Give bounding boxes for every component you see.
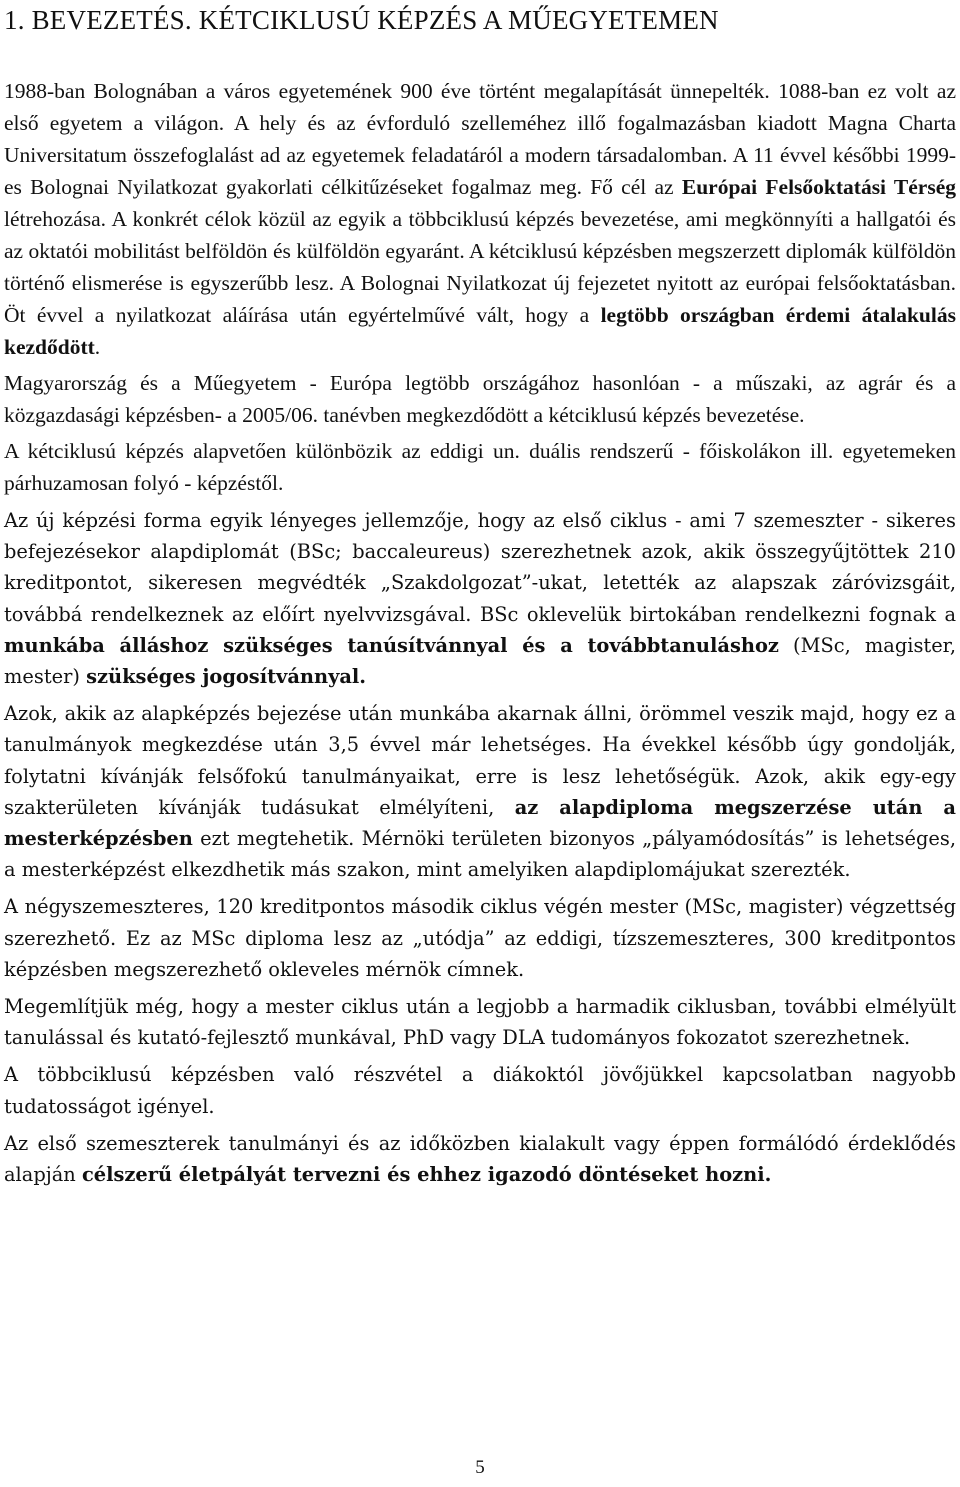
emphasis-text: célszerű életpályát tervezni és ehhez igazodó döntéseket hozni. <box>81 1163 772 1187</box>
section-heading: 1. BEVEZETÉS. KÉTCIKLUSÚ KÉPZÉS A MŰEGYETEMEN <box>4 5 719 35</box>
paragraph-text: 1988-ban Bolognában a város egyetemének 900 éve történt megalapítását ünnepelték. 1088-ban ez volt az első egyetem a világon. A hely és az évforduló szelleméhez illő fogalmazásban kiadott Magna Charta Universitatum összefoglalást ad az egyetemek feladatáról a modern társadalomban. <box>4 79 956 167</box>
emphasis-text: legtöbb országban érdemi átalakulás kezdődött <box>4 303 956 359</box>
document-page <box>4 0 956 1190</box>
paragraph-hungary: Magyarország és a Műegyetem - Európa legtöbb országához hasonlóan - a műszaki, az agrár és a közgazdasági képzésben- a 2005/06. tanévben megkezdődött a kétciklusú képzés bevezetése. <box>4 371 956 427</box>
emphasis-text: Európai Felsőoktatási Térség <box>681 175 956 199</box>
paragraph-master-cycle: A négyszemeszteres, 120 kreditpontos második ciklus végén mester (MSc, magister) végzettség szerezhető. Ez az MSc diploma lesz az „utódja” az eddigi, tízszemeszteres, 300 kreditpontos képzésben megszerezhető okleveles mérnök címnek. <box>4 895 956 981</box>
paragraph-difference: A kétciklusú képzés alapvetően különbözik az eddigi un. duális rendszerű - főiskolákon ill. egyetemeken párhuzamosan folyó - képzéstől. <box>4 439 956 495</box>
paragraph-text: Azok, akik az alapképzés bejezése után munkába akarnak állni, örömmel veszik majd, hogy ez a tanulmányok megkezdése után 3,5 évvel már lehetséges. Ha évekkel később úgy gondolják, folytatni kívánják felsőfokú tanulmányaikat, erre is lesz lehetőségük. Azok, akik egy-egy szakterületen kívánják tudásukat elmélyíteni, <box>4 702 956 819</box>
paragraph-third-cycle: Megemlítjük még, hogy a mester ciklus után a legjobb a harmadik ciklusban, további elmélyült tanulással és kutató-fejlesztő munkával, PhD vagy DLA tudományos fokozatot szerezhetnek. <box>4 995 956 1050</box>
emphasis-text: az alapdiploma megszerzése után a mesterképzésben <box>4 795 956 851</box>
paragraph-text: ezt megtehetik. Mérnöki területen bizonyos „pályamódosítás” is lehetséges, a mesterképzést elkezdhetik más szakon, mint amelyiken alapdiplomájukat szerezték. <box>4 827 956 882</box>
paragraph-career-planning <box>4 1128 956 1190</box>
paragraph-text: Az új képzési forma egyik lényeges jellemzője, hogy az első ciklus - ami 7 szemeszter - sikeres befejezésekor alapdiplomát (BSc; baccaleureus) szerezhetnek azok, akik összegyűjtöttek 210 kreditpontot, sikeresen megvédték „Szakdolgozat”-ukat, letették az alapszak záróvizsgáit, továbbá rendelkeznek az előírt nyelvvizsgával. BSc oklevelük birtokában rendelkezni fognak a <box>4 509 956 626</box>
emphasis-text: munkába álláshoz szükséges tanúsítvánnyal és a továbbtanuláshoz <box>4 633 779 657</box>
paragraph-awareness: A többciklusú képzésben való részvétel a diákoktól jövőjükkel kapcsolatban nagyobb tudatosságot igényel. <box>4 1063 956 1118</box>
paragraph-text: (MSc, magister, mester) <box>4 633 956 689</box>
paragraph-career-options <box>4 698 956 885</box>
paragraph-text: Az első szemeszterek tanulmányi és az időközben kialakult vagy éppen formálódó érdeklődés alapján <box>4 1131 956 1187</box>
page-number: 5 <box>475 1457 485 1478</box>
paragraph-text: létrehozása. A konkrét célok közül az egyik a többciklusú képzés bevezetése, ami megkönnyíti a hallgatói és az oktatói mobilitást belföldön és külföldön egyaránt. A kétciklusú képzésben megszerzett diplomák külföldön történő elismerése is egyszerűbb lesz. A Bolognai Nyilatkozat új fejezetet nyitott az európai felsőoktatásban. Öt évvel a nyilatkozat aláírása után egyértelművé vált, hogy a <box>4 207 956 327</box>
paragraph-text: A 11 évvel későbbi 1999-es Bolognai Nyilatkozat gyakorlati célkitűzéseket fogalmaz meg. Fő cél az <box>4 143 956 199</box>
paragraph-bologna-history <box>4 75 956 363</box>
paragraph-text: . <box>94 335 101 359</box>
paragraph-first-cycle <box>4 505 956 692</box>
emphasis-text: szükséges jogosítvánnyal. <box>86 665 367 689</box>
